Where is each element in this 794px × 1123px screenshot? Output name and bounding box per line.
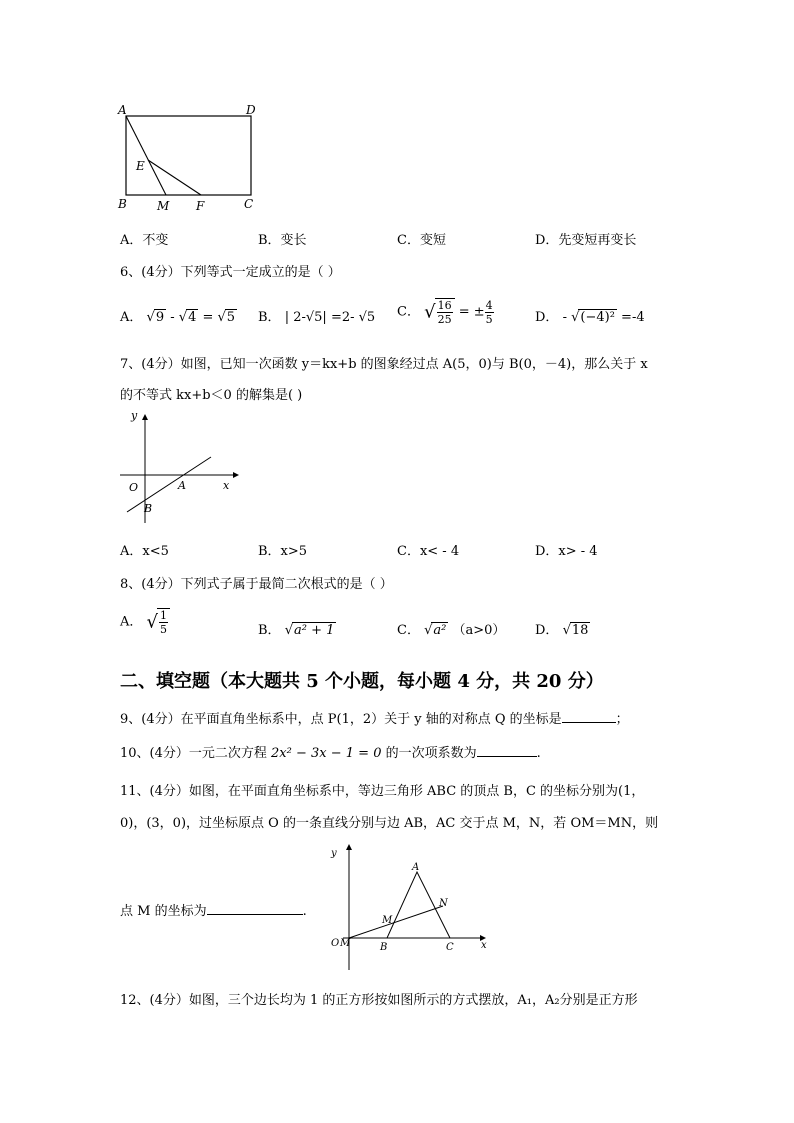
label-c: C	[244, 197, 254, 211]
q7-option-c: C．x< - 4	[397, 544, 460, 559]
q5-option-a: A．不变	[120, 233, 169, 248]
q6-c-num: 16	[437, 299, 452, 312]
q6-option-b	[258, 306, 375, 325]
q6-option-a: A． √9 - √4 = √5	[120, 310, 236, 325]
q11-label-a: A	[412, 862, 420, 873]
q6-a-label: A．	[120, 310, 143, 325]
q10-answer-blank[interactable]	[477, 744, 537, 757]
q7-stem-line2: 的不等式 kx+b＜0 的解集是( )	[120, 388, 303, 403]
q6-c-rden: 5	[485, 312, 493, 326]
q6-b-label: B．	[258, 310, 281, 325]
q7-option-d: D．x> - 4	[535, 544, 598, 559]
label-d: D	[246, 103, 256, 117]
q6-c-den: 25	[437, 313, 452, 326]
q9-stem: 9、(4分）在平面直角坐标系中，点 P(1，2）关于 y 轴的对称点 Q 的坐标是	[120, 712, 562, 727]
rectangle-abcd	[126, 116, 251, 195]
q7-label-y: y	[131, 409, 138, 422]
q7-label-b: B	[144, 502, 153, 515]
q10-end: .	[536, 746, 541, 761]
q7-option-a: A．x<5	[120, 544, 169, 559]
q8-a-label: A．	[120, 614, 143, 630]
q6-option-d: D． - √(−4)² =-4	[535, 310, 645, 325]
q11-end: .	[302, 904, 307, 919]
q6-d-label: D．	[535, 310, 559, 325]
label-a: A	[118, 103, 127, 117]
q6-option-c: C． √ $\frac{16}{25}$ = ± $\frac{4}{5}$	[397, 298, 493, 326]
segment-ef	[148, 160, 201, 195]
q7-x-arrow	[233, 472, 239, 478]
q7-y-arrow	[142, 414, 148, 420]
q10-stem-post: 的一次项系数为	[385, 746, 477, 761]
q8-option-c: C． √a² （a>0）	[397, 623, 506, 638]
q7-figure	[115, 405, 245, 530]
q5-option-c: C．变短	[397, 233, 446, 248]
q8-option-d: D． √18	[535, 623, 589, 638]
q10-line	[120, 742, 541, 761]
q6-a-rad2: 4	[188, 310, 197, 325]
q8-d-radicand: 18	[571, 623, 589, 638]
label-b: B	[118, 197, 127, 211]
q6-a-rad1: 9	[155, 310, 165, 325]
rectangle-figure	[110, 100, 270, 218]
q6-b-expr: | 2-√5| =2- √5	[284, 310, 376, 325]
segment-am	[126, 116, 166, 195]
q9-answer-blank[interactable]	[562, 710, 616, 723]
q6-c-rnum: 4	[485, 298, 493, 312]
q7-label-a: A	[178, 479, 186, 492]
q11-label-c: C	[446, 942, 454, 953]
q7-line-ab	[127, 457, 211, 512]
q11-label-o: O	[331, 938, 340, 949]
q7-label-o: O	[129, 481, 139, 494]
q8-c-label: C．	[397, 623, 420, 638]
q11-label-b: B	[380, 942, 388, 953]
q9-end: ；	[615, 712, 629, 727]
q11-label-y: y	[331, 848, 337, 859]
label-m: M	[157, 199, 170, 213]
q6-d-result: -4	[631, 310, 645, 325]
q7-label-x: x	[223, 479, 230, 492]
q8-d-label: D．	[535, 623, 559, 638]
q11-line1: 11、(4分）如图，在平面直角坐标系中，等边三角形 ABC 的顶点 B，C 的坐标分别为(1，	[120, 784, 645, 799]
q11-figure	[325, 840, 495, 975]
q6-c-label: C．	[397, 304, 420, 320]
q11-line-omn	[349, 906, 443, 938]
q11-answer-blank[interactable]	[207, 902, 303, 915]
q11-line2: 0)，(3，0)，过坐标原点 O 的一条直线分别与边 AB，AC 交于点 M，N，若 OM＝MN，则	[120, 816, 659, 831]
q10-stem-pre: 10、(4分）一元二次方程	[120, 746, 267, 761]
q5-option-b: B．变长	[258, 233, 307, 248]
q7-option-b: B．x>5	[258, 544, 308, 559]
q11-y-arrow	[346, 844, 352, 850]
q11-label-m: M	[382, 915, 393, 926]
q6-a-rad3: 5	[226, 310, 236, 325]
q12-line1: 12、(4分）如图，三个边长均为 1 的正方形按如图所示的方式摆放，A₁，A₂分别是正方形	[120, 993, 638, 1008]
q5-option-d: D．先变短再变长	[535, 233, 637, 248]
q11-label-n: N	[439, 898, 448, 909]
q10-equation: 2x² − 3x − 1 = 0	[271, 746, 382, 761]
q9-line	[120, 708, 629, 727]
q11-line3	[120, 900, 307, 919]
q8-stem: 8、(4分）下列式子属于最简二次根式的是（ ）	[120, 577, 393, 592]
q6-stem: 6、(4分）下列等式一定成立的是（ ）	[120, 265, 341, 280]
q8-c-condition: （a>0）	[452, 623, 506, 638]
label-e: E	[136, 159, 145, 173]
section-2-title: 二、填空题（本大题共 5 个小题，每小题 4 分，共 20 分）	[120, 671, 604, 692]
q11-label-x: x	[481, 940, 487, 951]
label-f: F	[196, 199, 205, 213]
q11-label-m-origin: M	[340, 938, 351, 949]
q8-option-b: B． √a² + 1	[258, 623, 335, 638]
q8-option-a: A． √ $\frac{1}{5}$	[120, 608, 170, 636]
q11-stem: 点 M 的坐标为	[120, 904, 207, 919]
q7-stem-line1: 7、(4分）如图，已知一次函数 y＝kx+b 的图象经过点 A(5，0)与 B(0，－4)，那么关于 x	[120, 357, 648, 372]
q8-b-label: B．	[258, 623, 281, 638]
